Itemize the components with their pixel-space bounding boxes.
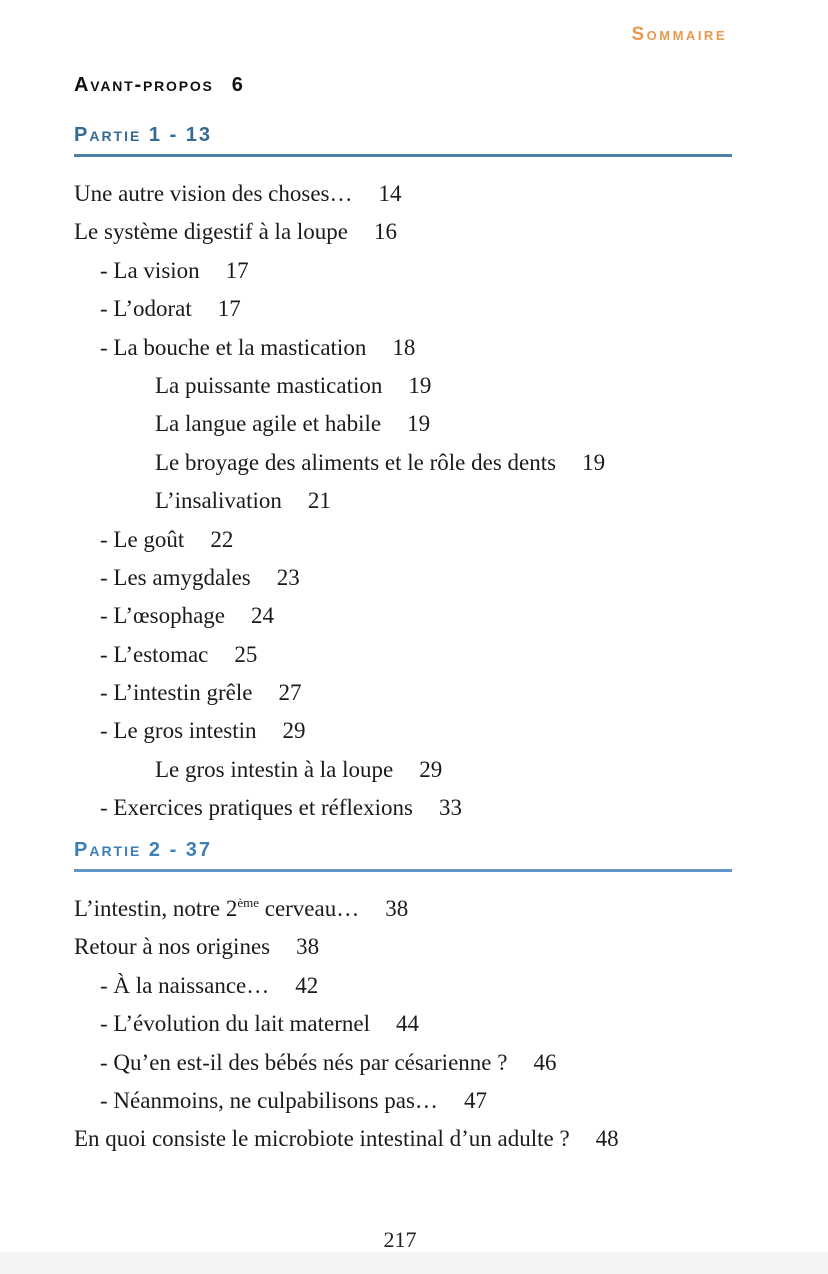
- entry-title: Le goût: [113, 526, 185, 552]
- entry-page-number: 29: [419, 756, 443, 782]
- entry-dash: -: [100, 1087, 114, 1113]
- entry-page-number: 44: [395, 1011, 419, 1037]
- entry-page-number: 18: [392, 334, 416, 360]
- entry-dash: -: [100, 564, 114, 590]
- entry-dash: -: [100, 641, 114, 667]
- entry-page-number: 38: [296, 934, 320, 960]
- toc-entry[interactable]: [74, 712, 732, 750]
- entry-page-number: 16: [374, 219, 398, 245]
- entry-title: Retour à nos origines: [74, 934, 271, 960]
- entry-page-number: 22: [210, 526, 234, 552]
- entry-title: À la naissance…: [113, 972, 270, 998]
- entry-dash: -: [100, 1011, 114, 1037]
- toc-entry[interactable]: [74, 175, 732, 213]
- entry-dash: -: [100, 334, 114, 360]
- entry-superscript: ème: [237, 895, 259, 910]
- toc-entry[interactable]: [74, 1044, 732, 1082]
- entry-page-number: 46: [533, 1049, 557, 1075]
- section-title-partie-2[interactable]: Partie 2 - 37: [74, 839, 732, 872]
- entry-title: Néanmoins, ne culpabilisons pas…: [113, 1087, 438, 1113]
- entry-title: L’odorat: [113, 296, 192, 322]
- entry-dash: -: [100, 257, 114, 283]
- entry-dash: -: [100, 680, 114, 706]
- preface-page-number: 6: [231, 74, 243, 96]
- toc-entry[interactable]: [74, 597, 732, 635]
- entry-title: L’œsophage: [113, 603, 225, 629]
- entry-title: La puissante mastication: [155, 372, 383, 398]
- entry-page-number: 19: [407, 411, 431, 437]
- toc-entry[interactable]: [74, 967, 732, 1005]
- entry-page-number: 14: [378, 181, 402, 206]
- toc-section-partie-2: [74, 839, 732, 1159]
- entry-dash: -: [100, 296, 114, 322]
- toc-entry[interactable]: [74, 928, 732, 966]
- entry-page-number: 47: [463, 1087, 487, 1113]
- preface-label: Avant-propos: [74, 74, 214, 96]
- toc-entry-list-partie-2: [74, 890, 732, 1159]
- page-bottom-edge: [0, 1252, 828, 1274]
- page-number-footer: 217: [383, 1227, 417, 1252]
- entry-page-number: 27: [278, 680, 302, 706]
- toc-entry-list-partie-1: [74, 175, 732, 828]
- entry-title: L’insalivation: [155, 488, 282, 514]
- section-title-partie-1[interactable]: Partie 1 - 13: [74, 124, 732, 157]
- toc-entry[interactable]: [74, 444, 732, 482]
- toc-entry[interactable]: [74, 1005, 732, 1043]
- entry-page-number: 17: [225, 257, 249, 283]
- entry-title: L’estomac: [113, 641, 209, 667]
- toc-entry[interactable]: [74, 559, 732, 597]
- entry-title: La bouche et la mastication: [113, 334, 367, 360]
- toc-entry[interactable]: [74, 405, 732, 443]
- entry-title: Exercices pratiques et réflexions: [113, 795, 413, 821]
- toc-entry[interactable]: [74, 367, 732, 405]
- entry-page-number: 33: [438, 795, 462, 821]
- toc-entry[interactable]: [74, 252, 732, 290]
- toc-entry[interactable]: [74, 636, 732, 674]
- entry-title: L’évolution du lait maternel: [113, 1011, 370, 1037]
- entry-title: Le gros intestin: [113, 718, 257, 744]
- entry-title: Le gros intestin à la loupe: [155, 756, 394, 782]
- entry-title: Le broyage des aliments et le rôle des dents: [155, 449, 557, 475]
- entry-page-number: 29: [282, 718, 306, 744]
- toc-entry[interactable]: [74, 482, 732, 520]
- entry-title: En quoi consiste le microbiote intestinal d’un adulte ?: [74, 1126, 570, 1152]
- toc-entry[interactable]: [74, 290, 732, 328]
- toc-entry[interactable]: [74, 521, 732, 559]
- entry-dash: -: [100, 1049, 114, 1075]
- entry-page-number: 25: [234, 641, 258, 667]
- toc-entry[interactable]: [74, 789, 732, 827]
- entry-title: Qu’en est-il des bébés nés par césarienne ?: [113, 1049, 508, 1075]
- entry-page-number: 19: [408, 372, 432, 398]
- entry-dash: -: [100, 795, 114, 821]
- entry-dash: -: [100, 603, 114, 629]
- entry-title: L’intestin, notre 2: [74, 896, 238, 921]
- entry-title: Le système digestif à la loupe: [74, 219, 349, 245]
- toc-entry[interactable]: [74, 1120, 732, 1158]
- entry-title: Une autre vision des choses…: [74, 181, 353, 206]
- toc-entry[interactable]: [74, 890, 732, 928]
- entry-dash: -: [100, 718, 114, 744]
- entry-title-continued: cerveau…: [258, 896, 360, 921]
- entry-title: Les amygdales: [113, 564, 251, 590]
- toc-entry[interactable]: [74, 674, 732, 712]
- entry-page-number: 19: [582, 449, 606, 475]
- toc-sections: [74, 0, 732, 1274]
- entry-page-number: 23: [276, 564, 300, 590]
- entry-title: La vision: [113, 257, 200, 283]
- entry-page-number: 38: [385, 896, 409, 921]
- entry-page-number: 42: [295, 972, 319, 998]
- toc-entry[interactable]: [74, 213, 732, 251]
- toc-section-partie-1: [74, 124, 732, 828]
- entry-page-number: 48: [595, 1126, 619, 1152]
- running-header-sommaire: Sommaire: [631, 24, 727, 45]
- entry-title: La langue agile et habile: [155, 411, 382, 437]
- toc-entry[interactable]: [74, 1082, 732, 1120]
- entry-dash: -: [100, 972, 114, 998]
- entry-dash: -: [100, 526, 114, 552]
- entry-page-number: 21: [307, 488, 331, 514]
- entry-page-number: 17: [217, 296, 241, 322]
- entry-title: L’intestin grêle: [113, 680, 253, 706]
- toc-entry[interactable]: [74, 751, 732, 789]
- toc-entry[interactable]: [74, 329, 732, 367]
- entry-page-number: 24: [251, 603, 274, 629]
